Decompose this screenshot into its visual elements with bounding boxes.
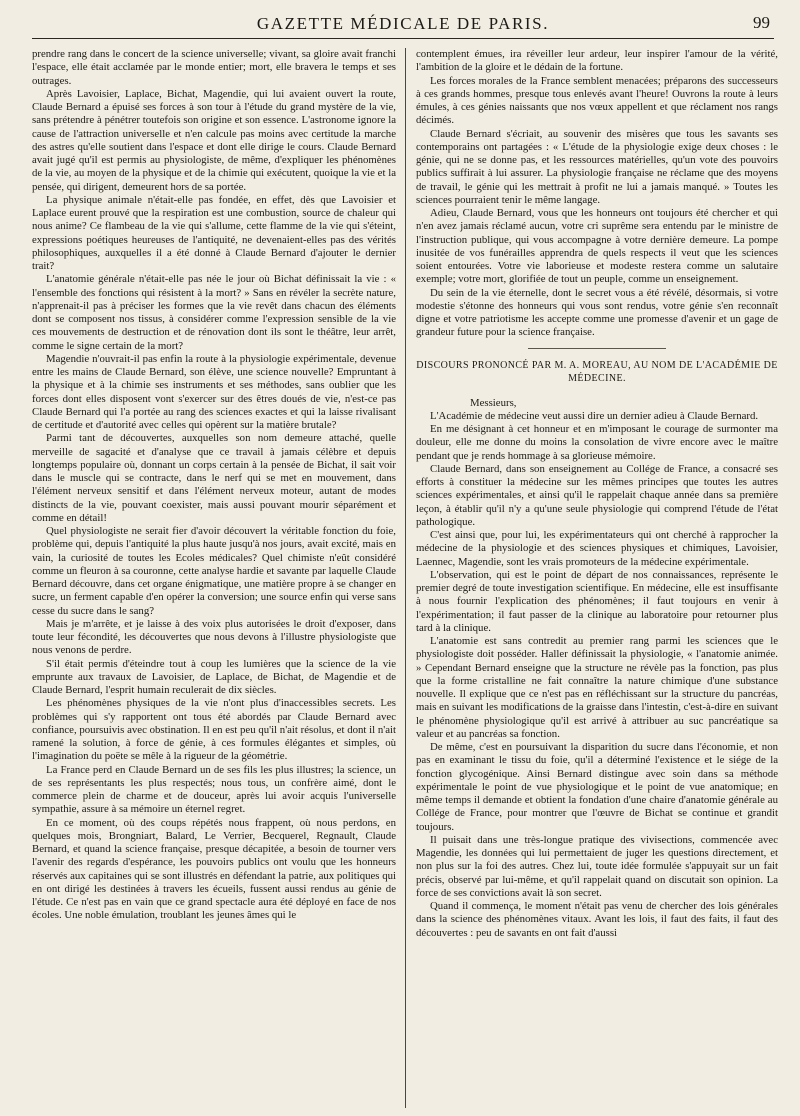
paragraph: contemplent émues, ira réveiller leur ardeur, leur inspirer l'amour de la vérité, l'ambition de la gloire et le dédain de la fortune.: [416, 48, 778, 74]
left-column: [32, 48, 396, 1108]
paragraph: La physique animale n'était-elle pas fondée, en effet, dès que Lavoisier et Laplace eurent prouvé que la respiration est une combustion, source de chaleur qui nous anime? Ce flambeau de la vie qui s'allume, cette flamme de la vie qui s'éteint, expressions poétiques heureuses de l'antiquité, ne devenaient-elles pas des vérités philosophiques, auxquelles il a été donné à Claude Bernard d'ajouter le dernier trait?: [32, 193, 396, 272]
salutation: Messieurs,: [470, 396, 517, 409]
paragraph: Quand il commença, le moment n'était pas venu de chercher des lois générales dans la science des phénomènes vitaux. Avant les lois, il faut des faits, il faut des découvertes : peu de savants en ont fait d'aussi: [416, 900, 778, 939]
paragraph: L'anatomie est sans contredit au premier rang parmi les sciences que le physiologiste doit posséder. Haller définissait la physiologie, « l'anatomie animée. » Cependant Bernard enseigne que la structure ne révèle pas la fonction, pas plus que la forme cristalline ne fait connaître la nature chimique d'une substance nouvelle. Il explique que ce n'est pas en réfléchissant sur la structure du pancréas, mais en suivant les modifications de la graisse dans l'intestin, c'est-à-dire en suivant le phénomène physiologique qu'il est arrivé à attribuer au suc pancréatique sa valeur et au pancréas sa fonction.: [416, 635, 778, 740]
paragraph: Les phénomènes physiques de la vie n'ont plus d'inaccessibles secrets. Les problèmes qui s'y rapportent ont tous été abordés par Claude Bernard avec confiance, poursuivis avec obstination. Il en est peu qu'il n'ait résolus, et dont il n'ait ramené la solution, à force de génie, à ces formules élégantes et simples, où l'imagination du poëte se mêle à la rigueur de la géométrie.: [32, 697, 396, 763]
paragraph: Magendie n'ouvrait-il pas enfin la route à la physiologie expérimentale, devenue entre les mains de Claude Bernard, son élève, une science nouvelle? Empruntant à la physique et à la chimie ses instruments et ses méthodes, sans oublier que les forces dont elles disposent vont s'exercer sur des êtres doués de vie, n'est-ce pas Claude Bernard qui l'a portée au rang des sciences exactes et qui la laisse rivalisant de certitude et d'autorité avec celles qui opèrent sur la matière brutale?: [32, 352, 396, 431]
paragraph: L'Académie de médecine veut aussi dire un dernier adieu à Claude Bernard.: [430, 409, 759, 422]
paragraph: La France perd en Claude Bernard un de ses fils les plus illustres; la science, un de ses représentants les plus respectés; nous tous, un confrère aimé, dont le commerce plein de charme et de douceur, après lui avoir acquis l'universelle sympathie, assure à sa mémoire un éternel regret.: [32, 763, 396, 816]
paragraph: Quel physiologiste ne serait fier d'avoir découvert la véritable fonction du foie, problème qui, depuis l'antiquité la plus haute jusqu'à nos jours, avait excité, mais en vain, la curiosité de toutes les Ecoles médicales? Quel chimiste n'eût considéré comme un fleuron à sa couronne, cette analyse hardie et savante par laquelle Claude Bernard découvre, dans cet organe énigmatique, une matière propre à se changer en sucre, un ferment capable d'en opérer la conversion; une source enfin qui verse sans cesse du sucre dans le sang?: [32, 525, 396, 617]
paragraph: Les forces morales de la France semblent menacées; préparons des successeurs à ces grands hommes, presque tous enlevés avant l'heure! Ouvrons la route à leurs émules, à ces génies naissants que nos vœux appellent et que réclament nos rangs décimés.: [416, 74, 778, 127]
paragraph: Parmi tant de découvertes, auxquelles son nom demeure attaché, quelle merveille de sagacité et d'analyse que ce travail à jamais célèbre et depuis longtemps populaire où, donnant un corps certain à la pensée de Bichat, il sait voir dans le muscle qui se contracte, dans le nerf qui se met en mouvement, dans l'élément nerveux sensitif et dans l'élément nerveux moteur, autant de modes distincts de la vie, pouvant coexister, mais aussi pouvant mourir séparément et comme en détail!: [32, 432, 396, 524]
page-header: [32, 10, 774, 39]
journal-title: GAZETTE MÉDICALE DE PARIS.: [256, 14, 550, 33]
column-rule: [405, 48, 406, 1108]
paragraph: En ce moment, où des coups répétés nous frappent, où nous perdons, en quelques mois, Brongniart, Balard, Le Verrier, Becquerel, Regnault, Claude Bernard, et quand la science française, presque décapitée, a besoin de tourner vers l'avenir des regards d'espérance, les pouvoirs publics ont voulu que les honneurs réservés aux capitaines qui se sont illustrés en défendant la patrie, aux politiques qui en ont dirigé les destinées à travers les écueils, fussent aussi rendus au génie de l'étude. Ce n'est pas en vain que ce grand spectacle aura été déployé en face de nos écoles. Une noble émulation, troublant les jeunes âmes qui le: [32, 816, 396, 922]
paragraph: Mais je m'arrête, et je laisse à des voix plus autorisées le droit d'exposer, dans toute leur fécondité, les découvertes que nous devons à l'illustre physiologiste que nous venons de perdre.: [32, 617, 396, 657]
paragraph: Du sein de la vie éternelle, dont le secret vous a été révélé, désormais, si votre modestie s'étonne des honneurs qui vous sont rendus, votre génie s'en reconnaît digne et votre patriotisme les accepte comme une promesse d'avenir et un gage de grandeur future pour la science française.: [416, 286, 778, 339]
paragraph: De même, c'est en poursuivant la disparition du sucre dans l'économie, et non pas en examinant le tissu du foie, qu'il a déterminé l'existence et le siége de la fonction glycogénique. Ainsi Bernard distingue avec soin dans sa méthode expérimentale le point de vue physiologique et le point de vue anatomique; en même temps il demande et obtient la fondation d'une chaire d'anatomie générale au Collége de France, pour montrer que l'œuvre de Bichat se continue et grandit toujours.: [416, 741, 778, 833]
speech-heading: DISCOURS PRONONCÉ PAR M. A. MOREAU, AU NOM DE L'ACADÉMIE DE MÉDECINE.: [416, 359, 778, 384]
paragraph: Claude Bernard, dans son enseignement au Collége de France, a consacré ses efforts à constituer la médecine sur les mêmes principes que toutes les autres sciences expérimentales, et ainsi qu'il le rappelait chaque année dans sa première leçon, à établir qu'il n'y a qu'une seule physiologie qui comprend l'étude de l'état pathologique.: [416, 462, 778, 528]
paragraph: Claude Bernard s'écriait, au souvenir des misères que tous les savants ses contemporains ont partagées : « L'étude de la physiologie exige deux choses : le génie, qui ne se donne pas, et les ressources matérielles, qu'un vote des pouvoirs publics suffirait à lui assurer. La physiologie française ne réclame que des moyens de travail, le génie qui les mettrait à profit ne lui a jamais manqué. » Toutes les sciences pourraient tenir le même langage.: [416, 127, 778, 206]
paragraph: prendre rang dans le concert de la science universelle; vivant, sa gloire avait franchi l'espace, elle était acclamée par le monde entier; mort, elle bravera le temps et ses outrages.: [32, 48, 396, 87]
paragraph: Il puisait dans une très-longue pratique des vivisections, commencée avec Magendie, les données qui lui permettaient de juger les questions directement, et non plus sur la foi des autres. Chez lui, toute idée formulée s'appuyait sur un fait précis, observé par lui-même, et qu'il rappelait quand on discutait son opinion. La force de ses convictions avait là son secret.: [416, 833, 778, 899]
paragraph: C'est ainsi que, pour lui, les expérimentateurs qui ont cherché à rapprocher la médecine de la physiologie et des sciences physiques et chimiques, Lavoisier, Laennec, Magendie, sont les vrais promoteurs de la médecine expérimentale.: [416, 529, 778, 568]
paragraph: S'il était permis d'éteindre tout à coup les lumières que la science de la vie emprunte aux travaux de Lavoisier, de Laplace, de Bichat, de Magendie et de Claude Bernard, l'esprit humain reculerait de dix siècles.: [32, 657, 396, 696]
page-number: 99: [753, 13, 770, 32]
paragraph: Adieu, Claude Bernard, vous que les honneurs ont toujours été chercher et qui n'en avez jamais réclamé aucun, votre cri suprême sera entendu par le ministre de l'instruction publique, qui vous accompagne à votre dernière demeure. La pompe inusitée de vos funérailles apprendra de quels respects il veut que les sciences soient entourées. Votre vie laborieuse et modeste restera comme un salutaire exemple; votre mort, glorifiée de tout un peuple, comme un enseignement.: [416, 207, 778, 286]
paragraph: En me désignant à cet honneur et en m'imposant le courage de surmonter ma douleur, elle me donne du moins la consolation de vivre encore avec le maître pendant que je rends hommage à sa glorieuse mémoire.: [416, 423, 778, 462]
right-column: [416, 48, 778, 1108]
paragraph: L'anatomie générale n'était-elle pas née le jour où Bichat définissait la vie : « l'ensemble des fonctions qui résistent à la mort? » Sans en révéler la secrète nature, n'apprenait-il pas à préciser les formes que la vie revêt dans chacun des éléments dont se composent nos tissus, à considérer comme l'expression sensible de la vie ces mouvements de destruction et de rénovation dont ils sont le théâtre, leur arrêt, comme le signe certain de la mort?: [32, 273, 396, 352]
paragraph: Après Lavoisier, Laplace, Bichat, Magendie, qui lui avaient ouvert la route, Claude Bernard a épuisé ses forces à son tour à l'étude du grand mystère de la vie, sans prétendre à pénétrer toutefois son origine et son essence. L'astronome ignore la cause de l'attraction universelle et n'en calcule pas moins avec certitude la marche des astres qu'elle soutient dans l'espace et dont elle dirige le cours. Claude Bernard avait jugé qu'il est permis au physiologiste, de même, d'expliquer les phénomènes de la vie, au moyen de la physique et de la chimie qui exécutent, quoique la vie et la pensée, qui dirigent, demeurent hors de sa portée.: [32, 87, 396, 193]
paragraph: L'observation, qui est le point de départ de nos connaissances, représente le premier degré de toute investigation scientifique. En médecine, elle est insuffisante à nous fournir l'explication des phénomènes; il faut toujours en venir à l'expérimentation; il faut passer de la clinique au laboratoire pour retourner plus tard à la clinique.: [416, 568, 778, 634]
section-divider: [528, 348, 666, 349]
